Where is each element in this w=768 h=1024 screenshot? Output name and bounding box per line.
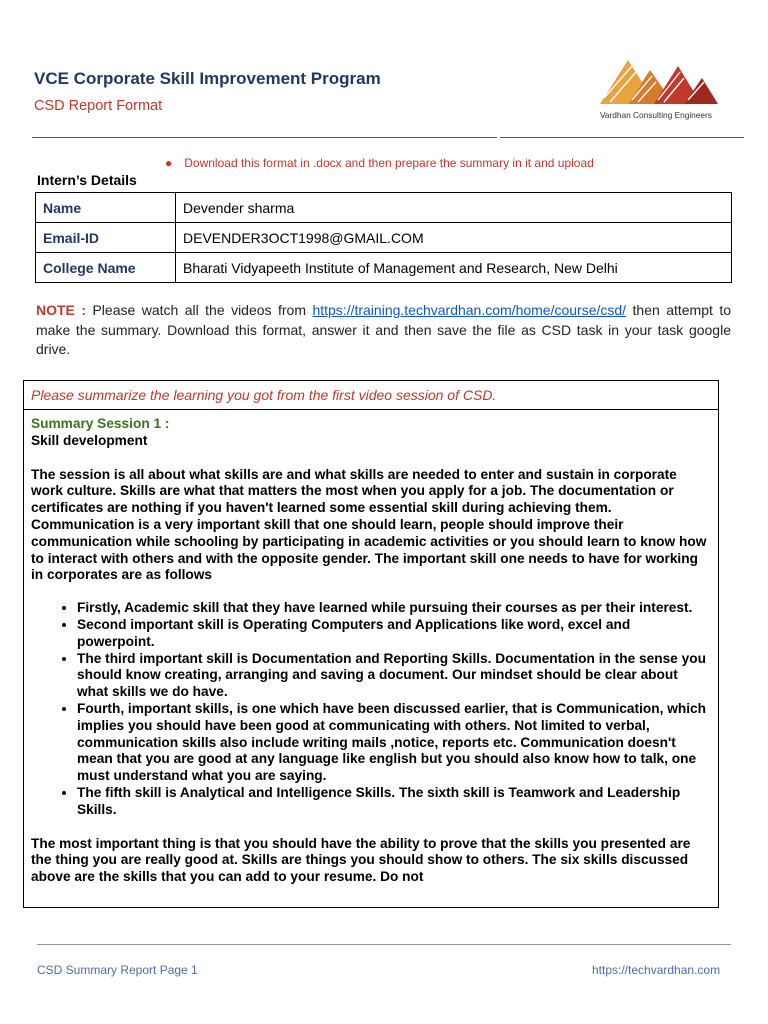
email-value: DEVENDER3OCT1998@GMAIL.COM bbox=[176, 223, 732, 253]
table-row bbox=[36, 253, 732, 283]
summary-content bbox=[24, 410, 718, 886]
summary-paragraph: The session is all about what skills are and what skills are needed to enter and sustain in corporate work culture. Skills are what that matters the most when you apply for a job. The documentation or certificates are nothing if you haven't learned some essential skill during achieving them. Communication is a very important skill that one should learn, people should improve their communication while schooling by participating in academic activities or you should learn to know how to interact with others and with the opposite gender. The important skill one needs to have for working in corporates are as follows bbox=[31, 466, 707, 583]
table-row bbox=[36, 193, 732, 223]
session-topic: Skill development bbox=[31, 432, 148, 448]
list-item: • The third important skill is Documentation and Reporting Skills. Documentation in the sense you should know creating, arranging and saving a document. Our mindset should be clear about what skills we do have. bbox=[77, 651, 711, 701]
session-label: Summary Session 1 : bbox=[31, 416, 170, 431]
footer-page-label: CSD Summary Report Page 1 bbox=[37, 963, 198, 977]
table-row bbox=[36, 223, 732, 253]
footer-divider bbox=[37, 944, 731, 945]
note-text-before: Please watch all the videos from bbox=[92, 302, 306, 318]
note-text-after: then attempt to make the summary. Download this format, answer it and then save the file as CSD task in your task google drive. bbox=[36, 302, 732, 357]
summary-prompt: Please summarize the learning you got from the first video session of CSD. bbox=[24, 381, 718, 410]
college-value: Bharati Vidyapeeth Institute of Management and Research, New Delhi bbox=[176, 253, 732, 283]
summary-box bbox=[23, 380, 719, 908]
college-label: College Name bbox=[36, 253, 176, 283]
list-item: • The fifth skill is Analytical and Intelligence Skills. The sixth skill is Teamwork and Leadership Skills. bbox=[77, 785, 711, 819]
header-divider-left bbox=[32, 137, 497, 138]
logo-text: Vardhan Consulting Engineers bbox=[600, 110, 712, 120]
list-item: • Second important skill is Operating Computers and Applications like word, excel and powerpoint. bbox=[77, 617, 711, 651]
skills-list bbox=[31, 600, 711, 818]
interns-details-heading: Intern’s Details bbox=[37, 172, 137, 188]
list-item: • Fourth, important skills, is one which have been discussed earlier, that is Communication, which implies you should have been good at communicating with others. Not limited to verbal, communication skills also include writing mails ,notice, reports etc. Communication doesn't mean that you are good at any language like english but you should also know how to talk, one must understand what you are saying. bbox=[77, 701, 711, 785]
name-value: Devender sharma bbox=[176, 193, 732, 223]
vardhan-logo bbox=[598, 52, 720, 124]
intern-details-table bbox=[35, 192, 732, 283]
header-divider-right bbox=[500, 137, 744, 138]
email-label: Email-ID bbox=[36, 223, 176, 253]
note-label: NOTE : bbox=[36, 302, 86, 318]
bullet-icon: ● bbox=[165, 156, 173, 170]
name-label: Name bbox=[36, 193, 176, 223]
page-subtitle: CSD Report Format bbox=[34, 98, 163, 114]
instruction-note bbox=[165, 156, 594, 170]
note-paragraph bbox=[36, 301, 731, 360]
footer-website: https://techvardhan.com bbox=[592, 963, 721, 977]
course-link[interactable]: https://training.techvardhan.com/home/course/csd/ bbox=[312, 302, 627, 318]
list-item: • Firstly, Academic skill that they have learned while pursuing their courses as per their interest. bbox=[77, 600, 711, 617]
summary-paragraph: The most important thing is that you should have the ability to prove that the skills you presented are the thing you are really good at. Skills are things you should show to others. The six skills discussed above are the skills that you can add to your resume. Do not bbox=[31, 835, 691, 885]
page-title: VCE Corporate Skill Improvement Program bbox=[34, 69, 381, 88]
logo-mark-icon bbox=[600, 60, 718, 104]
instruction-text: Download this format in .docx and then prepare the summary in it and upload bbox=[184, 156, 594, 170]
